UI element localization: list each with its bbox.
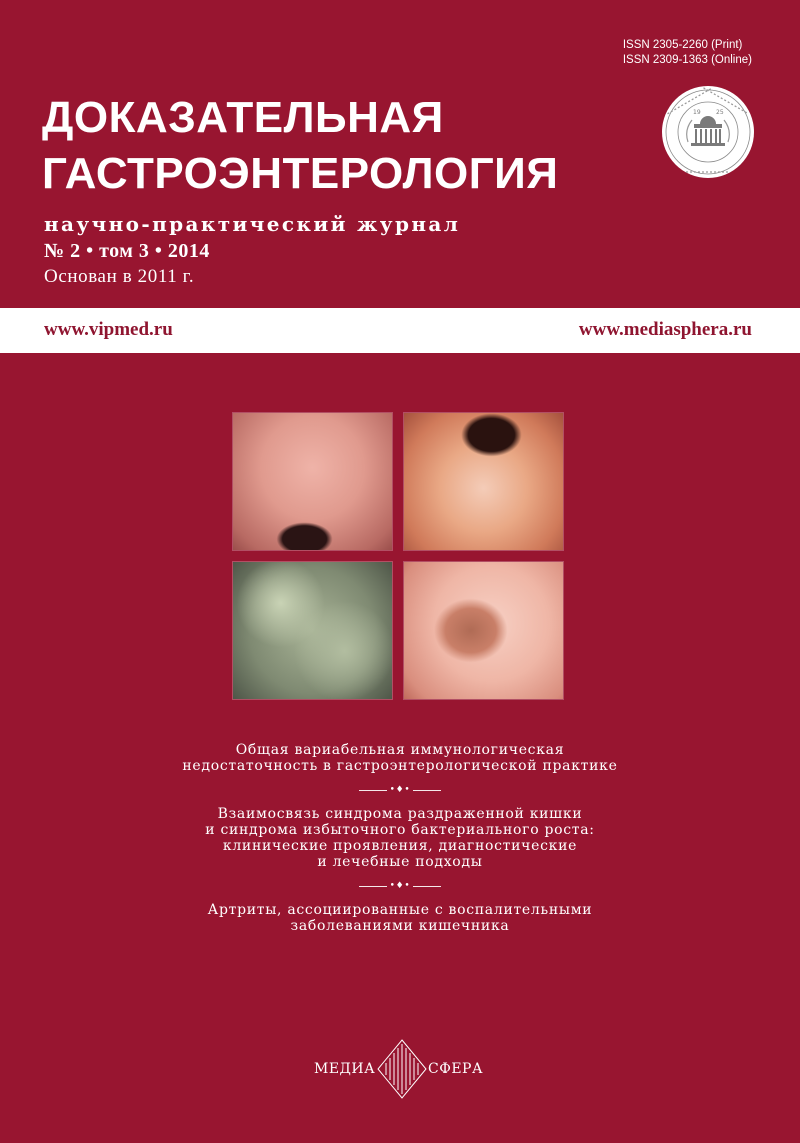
vipmed-link[interactable]: www.vipmed.ru	[44, 319, 173, 340]
journal-subtitle: научно-практический журнал	[44, 212, 461, 236]
polyclinic-seal-icon	[660, 84, 756, 180]
endoscopy-image-1	[233, 413, 392, 550]
article-line: Общая вариабельная иммунологическая	[235, 742, 565, 758]
endoscopy-image-4	[404, 562, 563, 699]
article-line: клинические проявления, диагностические	[222, 838, 578, 854]
ornament-divider	[0, 880, 800, 892]
article-1	[0, 742, 800, 774]
issue-number: № 2 • том 3 • 2014	[44, 240, 210, 262]
article-2	[0, 806, 800, 870]
article-line: недостаточность в гастроэнтерологической практике	[182, 758, 618, 774]
publisher-emblem-icon	[376, 1038, 428, 1100]
article-line: Артриты, ассоциированные с воспалительными	[207, 902, 593, 918]
mediasphera-link[interactable]: www.mediasphera.ru	[578, 319, 752, 340]
article-line: и синдрома избыточного бактериального роста:	[205, 822, 595, 838]
article-3	[0, 902, 800, 934]
ornament-icon: •♦•	[389, 785, 411, 795]
issn-online: ISSN 2309-1363 (Online)	[622, 54, 752, 66]
ornament-icon: •♦•	[389, 881, 411, 891]
journal-title-line2: ГАСТРОЭНТЕРОЛОГИЯ	[42, 149, 559, 198]
article-line: и лечебные подходы	[317, 854, 483, 870]
issn-block	[623, 38, 752, 68]
publisher-name-right: СФЕРА	[428, 1061, 484, 1077]
journal-title	[42, 90, 558, 202]
ornament-divider	[0, 784, 800, 796]
seal-year-right: 25	[716, 109, 724, 116]
article-line: Взаимосвязь синдрома раздраженной кишки	[217, 806, 583, 822]
endoscopy-photo-grid	[233, 413, 563, 699]
publisher-logo	[300, 1038, 500, 1100]
journal-title-line1: ДОКАЗАТЕЛЬНАЯ	[42, 93, 444, 142]
article-list	[0, 742, 800, 934]
seal-year-left: 19	[693, 109, 701, 116]
endoscopy-image-2	[404, 413, 563, 550]
article-line: заболеваниями кишечника	[290, 918, 510, 934]
publisher-name-left: МЕДИА	[314, 1061, 376, 1077]
endoscopy-image-3	[233, 562, 392, 699]
url-bar	[0, 308, 800, 353]
founded-note: Основан в 2011 г.	[44, 266, 195, 287]
issn-print: ISSN 2305-2260 (Print)	[622, 39, 743, 51]
